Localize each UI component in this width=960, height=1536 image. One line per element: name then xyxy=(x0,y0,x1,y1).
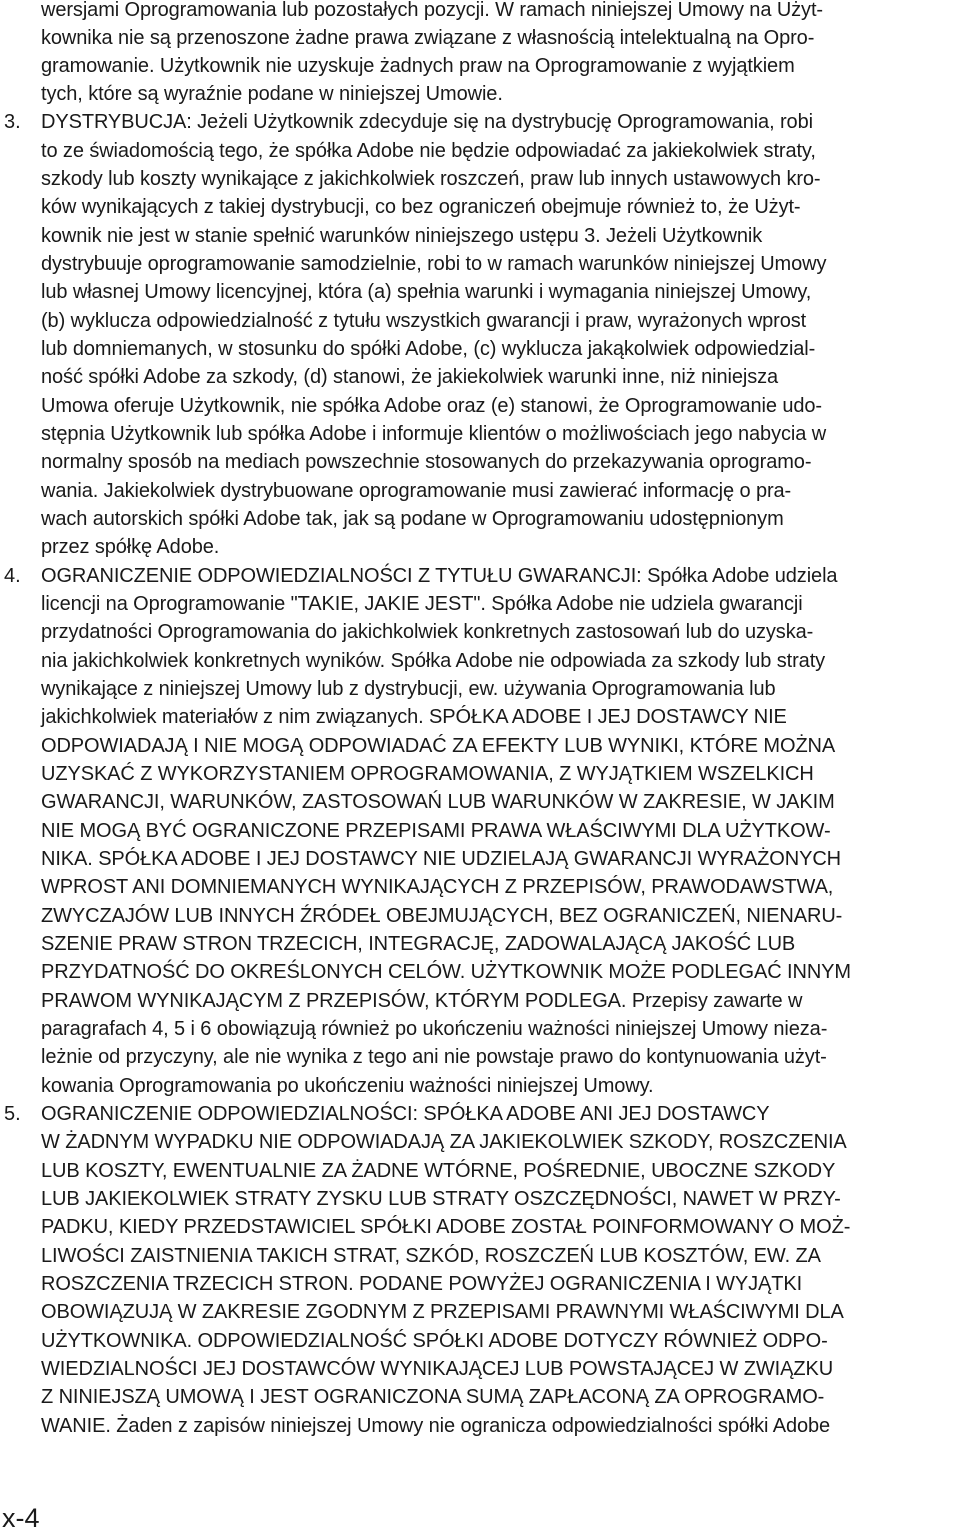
section-3-line: normalny sposób na mediach powszechnie stosowanych do przekazywania oprogramo- xyxy=(41,451,812,473)
section-5-line: PADKU, KIEDY PRZEDSTAWICIEL SPÓŁKI ADOBE ZOSTAŁ POINFORMOWANY O MOŻ- xyxy=(41,1216,851,1238)
section-3-line: lub domniemanych, w stosunku do spółki Adobe, (c) wyklucza jakąkolwiek odpowiedzial- xyxy=(41,338,816,360)
section-3-line: Umowa oferuje Użytkownik, nie spółka Adobe oraz (e) stanowi, że Oprogramowanie udo- xyxy=(41,395,822,417)
intro-line: kownika nie są przenoszone żadne prawa związane z własnością intelektualną na Opro- xyxy=(41,27,815,49)
section-5-line: LUB JAKIEKOLWIEK STRATY ZYSKU LUB STRATY OSZCZĘDNOŚCI, NAWET W PRZY- xyxy=(41,1188,841,1210)
intro-line: gramowanie. Użytkownik nie uzyskuje żadnych praw na Oprogramowanie z wyjątkiem xyxy=(41,55,795,77)
section-4-line: paragrafach 4, 5 i 6 obowiązują również po ukończeniu ważności niniejszej Umowy nieza- xyxy=(41,1018,828,1040)
section-4-line: ODPOWIADAJĄ I NIE MOGĄ ODPOWIADAĆ ZA EFEKTY LUB WYNIKI, KTÓRE MOŻNA xyxy=(41,735,836,757)
section-5-line: WANIE. Żaden z zapisów niniejszej Umowy nie ogranicza odpowiedzialności spółki Adobe xyxy=(41,1415,831,1437)
section-4-line: jakichkolwiek materiałów z nim związanych. SPÓŁKA ADOBE I JEJ DOSTAWCY NIE xyxy=(41,706,787,728)
intro-line: wersjami Oprogramowania lub pozostałych pozycji. W ramach niniejszej Umowy na Użyt- xyxy=(41,0,823,21)
section-number: 5. xyxy=(4,1103,21,1125)
section-3-line: (b) wyklucza odpowiedzialność z tytułu wszystkich gwarancji i praw, wyrażonych wprost xyxy=(41,310,807,332)
section-5-line: UŻYTKOWNIKA. ODPOWIEDZIALNOŚĆ SPÓŁKI ADOBE DOTYCZY RÓWNIEŻ ODPO- xyxy=(41,1330,828,1352)
section-3-line: DYSTRYBUCJA: Jeżeli Użytkownik zdecyduje się na dystrybucję Oprogramowania, robi xyxy=(41,111,813,133)
section-5-line: LIWOŚCI ZAISTNIENIA TAKICH STRAT, SZKÓD, ROSZCZEŃ LUB KOSZTÓW, EW. ZA xyxy=(41,1245,821,1267)
section-3-line: szkody lub koszty wynikające z jakichkolwiek roszczeń, praw lub innych ustawowych kro- xyxy=(41,168,821,190)
section-4-line: przydatności Oprogramowania do jakichkolwiek konkretnych zastosowań lub do uzyska- xyxy=(41,621,814,643)
section-3-line: kownik nie jest w stanie spełnić warunków niniejszego ustępu 3. Jeżeli Użytkownik xyxy=(41,225,763,247)
section-3-line: wach autorskich spółki Adobe tak, jak są podane w Oprogramowaniu udostępnionym xyxy=(41,508,784,530)
page-number: x-4 xyxy=(2,1503,40,1533)
section-4-line: NIE MOGĄ BYĆ OGRANICZONE PRZEPISAMI PRAWA WŁAŚCIWYMI DLA UŻYTKOW- xyxy=(41,820,831,842)
section-number: 3. xyxy=(4,111,21,133)
section-3-line: lub własnej Umowy licencyjnej, która (a) spełnia warunki i wymagania niniejszej Umowy, xyxy=(41,281,812,303)
section-3-line: to ze świadomością tego, że spółka Adobe nie będzie odpowiadać za jakiekolwiek straty, xyxy=(41,140,816,162)
section-number: 4. xyxy=(4,565,21,587)
intro-line: tych, które są wyraźnie podane w niniejszej Umowie. xyxy=(41,83,503,105)
section-5-line: OGRANICZENIE ODPOWIEDZIALNOŚCI: SPÓŁKA ADOBE ANI JEJ DOSTAWCY xyxy=(41,1103,770,1125)
section-4-line: leżnie od przyczyny, ale nie wynika z tego ani nie powstaje prawo do kontynuowania użyt- xyxy=(41,1046,827,1068)
section-4-line: OGRANICZENIE ODPOWIEDZIALNOŚCI Z TYTUŁU GWARANCJI: Spółka Adobe udziela xyxy=(41,565,838,587)
section-5-line: WIEDZIALNOŚCI JEJ DOSTAWCÓW WYNIKAJĄCEJ LUB POWSTAJĄCEJ W ZWIĄZKU xyxy=(41,1358,834,1380)
section-4-line: SZENIE PRAW STRON TRZECICH, INTEGRACJĘ, ZADOWALAJĄCĄ JAKOŚĆ LUB xyxy=(41,933,796,955)
section-3-line: dystrybuuje oprogramowanie samodzielnie, robi to w ramach warunków niniejszej Umowy xyxy=(41,253,827,275)
section-5-line: LUB KOSZTY, EWENTUALNIE ZA ŻADNE WTÓRNE, POŚREDNIE, UBOCZNE SZKODY xyxy=(41,1160,836,1182)
section-4-line: wynikające z niniejszej Umowy lub z dystrybucji, ew. używania Oprogramowania lub xyxy=(41,678,776,700)
section-3-line: przez spółkę Adobe. xyxy=(41,536,220,558)
section-5-line: OBOWIĄZUJĄ W ZAKRESIE ZGODNYM Z PRZEPISAMI PRAWNYMI WŁAŚCIWYMI DLA xyxy=(41,1301,844,1323)
section-5-line: Z NINIEJSZĄ UMOWĄ I JEST OGRANICZONA SUMĄ ZAPŁACONĄ ZA OPROGRAMO- xyxy=(41,1386,825,1408)
section-4-line: GWARANCJI, WARUNKÓW, ZASTOSOWAŃ LUB WARUNKÓW W ZAKRESIE, W JAKIM xyxy=(41,791,835,813)
section-3-line: ność spółki Adobe za szkody, (d) stanowi, że jakiekolwiek warunki inne, niż niniejsza xyxy=(41,366,779,388)
section-5-line: ROSZCZENIA TRZECICH STRON. PODANE POWYŻEJ OGRANICZENIA I WYJĄTKI xyxy=(41,1273,803,1295)
section-4-line: NIKA. SPÓŁKA ADOBE I JEJ DOSTAWCY NIE UDZIELAJĄ GWARANCJI WYRAŻONYCH xyxy=(41,848,842,870)
section-4-line: PRAWOM WYNIKAJĄCYM Z PRZEPISÓW, KTÓRYM PODLEGA. Przepisy zawarte w xyxy=(41,990,803,1012)
section-3-line: stępnia Użytkownik lub spółka Adobe i informuje klientów o możliwościach jego nabycia w xyxy=(41,423,827,445)
section-4-line: ZWYCZAJÓW LUB INNYCH ŹRÓDEŁ OBEJMUJĄCYCH, BEZ OGRANICZEŃ, NIENARU- xyxy=(41,905,843,927)
section-3-line: wania. Jakiekolwiek dystrybuowane oprogramowanie musi zawierać informację o pra- xyxy=(41,480,792,502)
section-3-line: ków wynikających z takiej dystrybucji, co bez ograniczeń obejmuje również to, że Użyt- xyxy=(41,196,801,218)
section-4-line: nia jakichkolwiek konkretnych wyników. Spółka Adobe nie odpowiada za szkody lub straty xyxy=(41,650,826,672)
section-5-line: W ŻADNYM WYPADKU NIE ODPOWIADAJĄ ZA JAKIEKOLWIEK SZKODY, ROSZCZENIA xyxy=(41,1131,847,1153)
section-4-line: licencji na Oprogramowanie "TAKIE, JAKIE JEST". Spółka Adobe nie udziela gwarancji xyxy=(41,593,803,615)
section-4-line: kowania Oprogramowania po ukończeniu ważności niniejszej Umowy. xyxy=(41,1075,654,1097)
section-4-line: WPROST ANI DOMNIEMANYCH WYNIKAJĄCYCH Z PRZEPISÓW, PRAWODAWSTWA, xyxy=(41,876,834,898)
section-4-line: PRZYDATNOŚĆ DO OKREŚLONYCH CELÓW. UŻYTKOWNIK MOŻE PODLEGAĆ INNYM xyxy=(41,961,851,983)
section-4-line: UZYSKAĆ Z WYKORZYSTANIEM OPROGRAMOWANIA, Z WYJĄTKIEM WSZELKICH xyxy=(41,763,814,785)
